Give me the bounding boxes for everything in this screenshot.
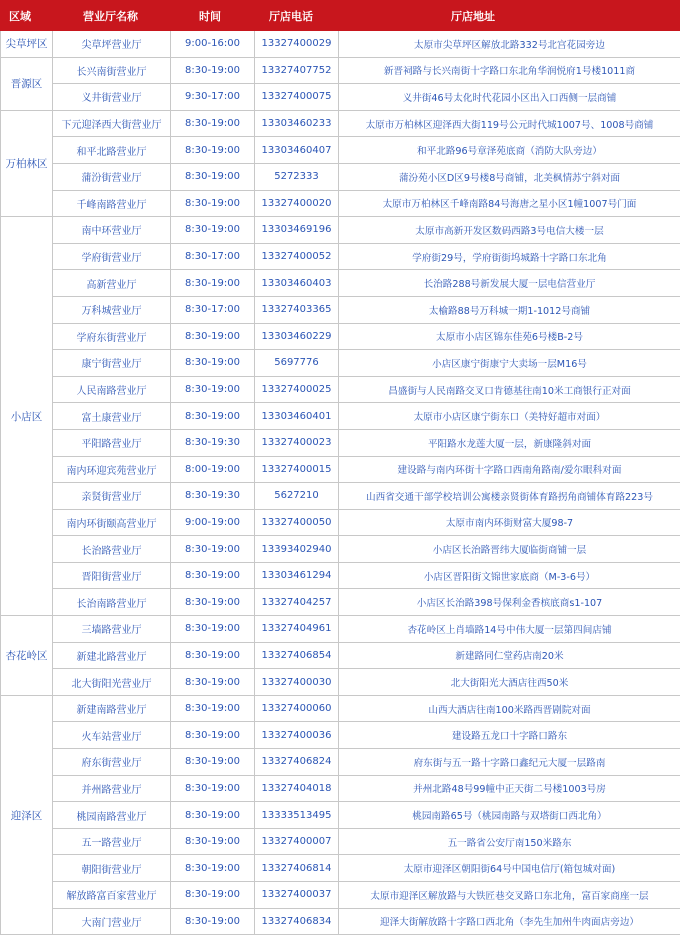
hall-name-cell: 桃园南路营业厅	[53, 802, 171, 829]
phone-cell: 13303460401	[255, 403, 339, 430]
address-cell: 平阳路水龙莲大厦一层，新康隆斜对面	[339, 429, 680, 456]
hall-name-cell: 高新营业厅	[53, 270, 171, 297]
region-cell: 晋源区	[1, 57, 53, 110]
address-cell: 山西大酒店往南100米路西晋剧院对面	[339, 695, 680, 722]
table-row	[1, 882, 680, 909]
hours-cell: 8:30-17:00	[171, 296, 255, 323]
hall-name-cell: 新建北路营业厅	[53, 642, 171, 669]
hours-cell: 9:30-17:00	[171, 84, 255, 111]
phone-cell: 13303461294	[255, 562, 339, 589]
hall-name-cell: 万科城营业厅	[53, 296, 171, 323]
hours-cell: 8:30-19:00	[171, 775, 255, 802]
header-hall-name: 营业厅名称	[53, 1, 171, 31]
table-row	[1, 110, 680, 137]
table-row	[1, 775, 680, 802]
hours-cell: 8:30-19:00	[171, 163, 255, 190]
address-cell: 太榆路88号万科城一期1-1012号商铺	[339, 296, 680, 323]
phone-cell: 13327404018	[255, 775, 339, 802]
hours-cell: 8:30-19:00	[171, 642, 255, 669]
table-row	[1, 137, 680, 164]
phone-cell: 5697776	[255, 350, 339, 377]
address-cell: 太原市高新开发区数码西路3号电信大楼一层	[339, 217, 680, 244]
hall-name-cell: 义井街营业厅	[53, 84, 171, 111]
address-cell: 小店区长治路晋纬大厦临街商铺一层	[339, 536, 680, 563]
table-row	[1, 57, 680, 84]
hall-name-cell: 南内环迎宾苑营业厅	[53, 456, 171, 483]
table-row	[1, 828, 680, 855]
header-row	[1, 1, 680, 31]
address-cell: 桃园南路65号（桃园南路与双塔街口西北角）	[339, 802, 680, 829]
table-header	[1, 1, 680, 31]
hours-cell: 8:30-19:00	[171, 882, 255, 909]
hall-name-cell: 大南门营业厅	[53, 908, 171, 935]
table-row	[1, 376, 680, 403]
table-row	[1, 908, 680, 935]
table-row	[1, 695, 680, 722]
address-cell: 长治路288号新发展大厦一层电信营业厅	[339, 270, 680, 297]
table-row	[1, 802, 680, 829]
table-row	[1, 429, 680, 456]
phone-cell: 13327406854	[255, 642, 339, 669]
hall-name-cell: 南中环营业厅	[53, 217, 171, 244]
phone-cell: 13327400036	[255, 722, 339, 749]
address-cell: 府东街与五一路十字路口鑫纪元大厦一层路南	[339, 749, 680, 776]
table-row	[1, 217, 680, 244]
hours-cell: 8:30-19:00	[171, 722, 255, 749]
table-row	[1, 403, 680, 430]
hours-cell: 8:30-19:00	[171, 589, 255, 616]
table-row	[1, 642, 680, 669]
table-row	[1, 456, 680, 483]
address-cell: 迎泽大街解放路十字路口西北角（李先生加州牛肉面店旁边）	[339, 908, 680, 935]
hall-name-cell: 下元迎泽西大街营业厅	[53, 110, 171, 137]
hours-cell: 8:30-19:00	[171, 616, 255, 643]
address-cell: 小店区康宁街康宁大卖场一层M16号	[339, 350, 680, 377]
hall-name-cell: 五一路营业厅	[53, 828, 171, 855]
header-hours: 时间	[171, 1, 255, 31]
hall-name-cell: 和平北路营业厅	[53, 137, 171, 164]
table-row	[1, 536, 680, 563]
region-cell: 迎泽区	[1, 695, 53, 934]
phone-cell: 13327406814	[255, 855, 339, 882]
address-cell: 山西省交通干部学校培训公寓楼亲贤街体育路拐角商铺体育路223号	[339, 483, 680, 510]
hall-name-cell: 府东街营业厅	[53, 749, 171, 776]
table-row	[1, 855, 680, 882]
table-row	[1, 243, 680, 270]
phone-cell: 13333513495	[255, 802, 339, 829]
address-cell: 蒲汾苑小区D区9号楼8号商铺，北美枫情苏宁斜对面	[339, 163, 680, 190]
hours-cell: 8:30-19:00	[171, 802, 255, 829]
phone-cell: 13327400023	[255, 429, 339, 456]
address-cell: 杏花岭区上肖墙路14号中伟大厦一层第四间店铺	[339, 616, 680, 643]
address-cell: 太原市小店区锦东佳苑6号楼B-2号	[339, 323, 680, 350]
hall-name-cell: 长治路营业厅	[53, 536, 171, 563]
hall-name-cell: 解放路富百家营业厅	[53, 882, 171, 909]
phone-cell: 13327400052	[255, 243, 339, 270]
hours-cell: 8:30-19:00	[171, 536, 255, 563]
hall-name-cell: 富土康营业厅	[53, 403, 171, 430]
table-row	[1, 270, 680, 297]
phone-cell: 5627210	[255, 483, 339, 510]
table-row	[1, 669, 680, 696]
hours-cell: 8:30-19:00	[171, 217, 255, 244]
phone-cell: 13303469196	[255, 217, 339, 244]
hall-name-cell: 火车站营业厅	[53, 722, 171, 749]
hall-name-cell: 人民南路营业厅	[53, 376, 171, 403]
phone-cell: 13303460403	[255, 270, 339, 297]
phone-cell: 13303460229	[255, 323, 339, 350]
hours-cell: 9:00-19:00	[171, 509, 255, 536]
hours-cell: 8:30-19:00	[171, 323, 255, 350]
hall-name-cell: 长兴南街营业厅	[53, 57, 171, 84]
hall-name-cell: 康宁街营业厅	[53, 350, 171, 377]
table-row	[1, 190, 680, 217]
hall-name-cell: 蒲汾街营业厅	[53, 163, 171, 190]
hall-name-cell: 学府街营业厅	[53, 243, 171, 270]
hours-cell: 8:30-19:00	[171, 190, 255, 217]
table-row	[1, 483, 680, 510]
address-cell: 新晋祠路与长兴南街十字路口东北角华润悦府1号楼1011商	[339, 57, 680, 84]
region-cell: 万柏林区	[1, 110, 53, 216]
address-cell: 太原市小店区康宁街东口（美特好超市对面）	[339, 403, 680, 430]
phone-cell: 5272333	[255, 163, 339, 190]
hours-cell: 8:30-17:00	[171, 243, 255, 270]
hall-name-cell: 学府东街营业厅	[53, 323, 171, 350]
address-cell: 北大街阳光大酒店往西50米	[339, 669, 680, 696]
address-cell: 和平北路96号章泽苑底商（消防大队旁边）	[339, 137, 680, 164]
phone-cell: 13327404257	[255, 589, 339, 616]
table-row	[1, 31, 680, 58]
address-cell: 太原市迎泽区解放路与大铁匠巷交叉路口东北角，富百家商座一层	[339, 882, 680, 909]
hours-cell: 9:00-16:00	[171, 31, 255, 58]
phone-cell: 13327400015	[255, 456, 339, 483]
hall-name-cell: 晋阳街营业厅	[53, 562, 171, 589]
phone-cell: 13327400007	[255, 828, 339, 855]
hours-cell: 8:30-19:00	[171, 828, 255, 855]
hours-cell: 8:30-19:00	[171, 908, 255, 935]
phone-cell: 13327400050	[255, 509, 339, 536]
phone-cell: 13393402940	[255, 536, 339, 563]
address-cell: 昌盛街与人民南路交叉口肯德基往南10米工商银行正对面	[339, 376, 680, 403]
address-cell: 并州北路48号99幢中正天街二号楼1003号房	[339, 775, 680, 802]
table-row	[1, 350, 680, 377]
hours-cell: 8:30-19:00	[171, 855, 255, 882]
header-phone: 厅店电话	[255, 1, 339, 31]
hours-cell: 8:30-19:30	[171, 429, 255, 456]
hours-cell: 8:30-19:00	[171, 695, 255, 722]
phone-cell: 13327400030	[255, 669, 339, 696]
address-cell: 太原市万柏林区迎泽西大街119号公元时代城1007号、1008号商铺	[339, 110, 680, 137]
table-row	[1, 562, 680, 589]
region-cell: 杏花岭区	[1, 616, 53, 696]
address-cell: 建设路五龙口十字路口路东	[339, 722, 680, 749]
address-cell: 建设路与南内环街十字路口西南角路南/爱尔眼科对面	[339, 456, 680, 483]
hours-cell: 8:00-19:00	[171, 456, 255, 483]
hall-name-cell: 并州路营业厅	[53, 775, 171, 802]
hall-name-cell: 新建南路营业厅	[53, 695, 171, 722]
phone-cell: 13327400037	[255, 882, 339, 909]
hall-name-cell: 千峰南路营业厅	[53, 190, 171, 217]
table-row	[1, 296, 680, 323]
table-row	[1, 722, 680, 749]
table-row	[1, 749, 680, 776]
hours-cell: 8:30-19:00	[171, 350, 255, 377]
header-address: 厅店地址	[339, 1, 680, 31]
hall-name-cell: 长治南路营业厅	[53, 589, 171, 616]
address-cell: 太原市南内环街财富大厦98-7	[339, 509, 680, 536]
hours-cell: 8:30-19:00	[171, 57, 255, 84]
hours-cell: 8:30-19:00	[171, 749, 255, 776]
table-row	[1, 589, 680, 616]
address-cell: 新建路同仁堂药店南20米	[339, 642, 680, 669]
phone-cell: 13327406824	[255, 749, 339, 776]
address-cell: 义井街46号太化时代花园小区出入口西侧一层商铺	[339, 84, 680, 111]
region-cell: 小店区	[1, 217, 53, 616]
phone-cell: 13303460407	[255, 137, 339, 164]
address-cell: 太原市万柏林区千峰南路84号海唐之星小区1幢1007号门面	[339, 190, 680, 217]
table-row	[1, 323, 680, 350]
table-row	[1, 509, 680, 536]
hall-name-cell: 亲贤街营业厅	[53, 483, 171, 510]
address-cell: 太原市尖草坪区解放北路332号北宫花园旁边	[339, 31, 680, 58]
phone-cell: 13327400060	[255, 695, 339, 722]
phone-cell: 13327400020	[255, 190, 339, 217]
region-cell: 尖草坪区	[1, 31, 53, 58]
phone-cell: 13327404961	[255, 616, 339, 643]
hours-cell: 8:30-19:00	[171, 562, 255, 589]
hall-name-cell: 三墙路营业厅	[53, 616, 171, 643]
phone-cell: 13327403365	[255, 296, 339, 323]
address-cell: 学府街29号，学府街街坞城路十字路口东北角	[339, 243, 680, 270]
hall-name-cell: 尖草坪营业厅	[53, 31, 171, 58]
phone-cell: 13327400075	[255, 84, 339, 111]
hours-cell: 8:30-19:00	[171, 137, 255, 164]
hall-name-cell: 平阳路营业厅	[53, 429, 171, 456]
hours-cell: 8:30-19:00	[171, 270, 255, 297]
address-cell: 小店区长治路398号保利金香槟底商s1-107	[339, 589, 680, 616]
phone-cell: 13327407752	[255, 57, 339, 84]
hall-name-cell: 朝阳街营业厅	[53, 855, 171, 882]
address-cell: 五一路省公安厅南150米路东	[339, 828, 680, 855]
phone-cell: 13327400025	[255, 376, 339, 403]
hours-cell: 8:30-19:00	[171, 110, 255, 137]
phone-cell: 13327400029	[255, 31, 339, 58]
table-row	[1, 163, 680, 190]
address-cell: 小店区晋阳街文锦世家底商（M-3-6号）	[339, 562, 680, 589]
phone-cell: 13327406834	[255, 908, 339, 935]
table-row	[1, 84, 680, 111]
hours-cell: 8:30-19:00	[171, 403, 255, 430]
table-body	[1, 31, 680, 935]
header-region: 区域	[1, 1, 53, 31]
table-row	[1, 616, 680, 643]
address-cell: 太原市迎泽区朝阳街64号中国电信厅(箱包城对面)	[339, 855, 680, 882]
hall-name-cell: 北大街阳光营业厅	[53, 669, 171, 696]
phone-cell: 13303460233	[255, 110, 339, 137]
hall-name-cell: 南内环街颐高营业厅	[53, 509, 171, 536]
hours-cell: 8:30-19:00	[171, 376, 255, 403]
hours-cell: 8:30-19:30	[171, 483, 255, 510]
hours-cell: 8:30-19:00	[171, 669, 255, 696]
